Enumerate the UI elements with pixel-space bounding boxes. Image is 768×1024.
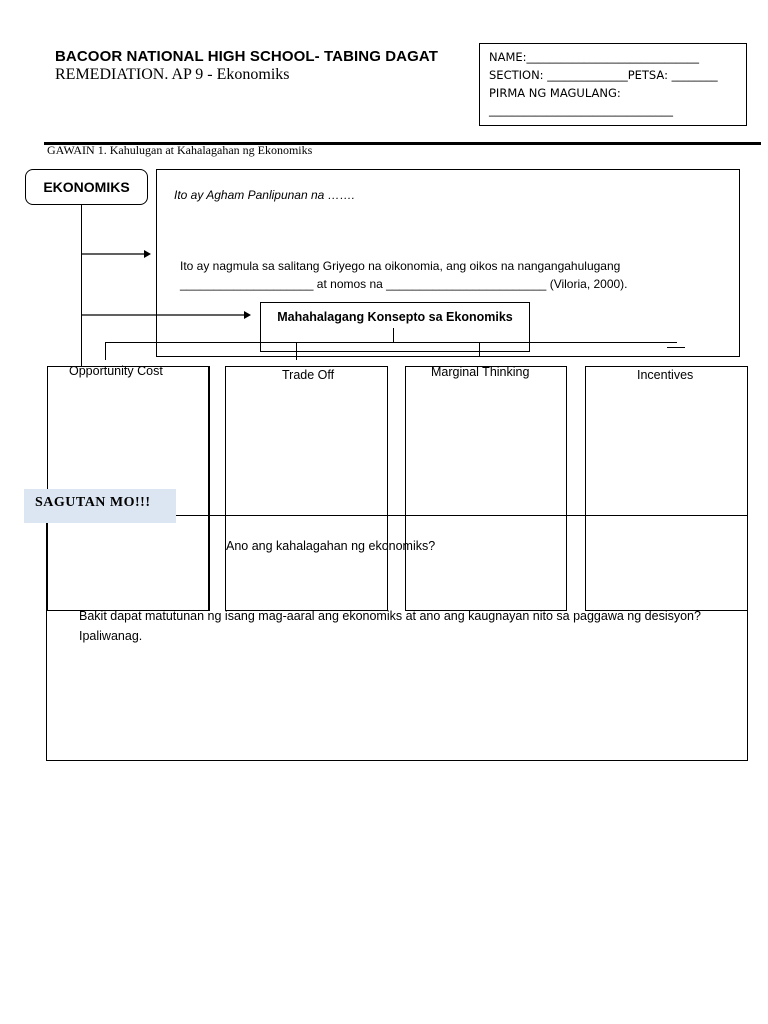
pirma-label: PIRMA NG MAGULANG: xyxy=(489,86,621,100)
concept-label-incentives: Incentives xyxy=(637,368,694,382)
question-2: Bakit dapat matutunan ng isang mag-aaral ang ekonomiks at ano ang kaugnayan nito sa paggawa ng desisyon? Ipaliwanag. xyxy=(79,609,701,643)
concepts-title: Mahahalagang Konsepto sa Ekonomiks xyxy=(260,302,530,352)
section-petsa-field[interactable]: SECTION: ______________PETSA: ________ xyxy=(489,68,718,82)
ekonomiks-root: EKONOMIKS xyxy=(25,169,148,205)
definition-1: Ito ay Agham Panlipunan na ……. xyxy=(174,188,355,202)
student-info-box xyxy=(479,43,747,126)
school-name: BACOOR NATIONAL HIGH SCHOOL- TABING DAGAT xyxy=(55,48,438,65)
question-1: Ano ang kahalagahan ng ekonomiks? xyxy=(226,539,436,553)
branch-tick xyxy=(667,347,685,348)
arrow-to-concepts xyxy=(80,307,252,323)
connector-vertical xyxy=(81,190,82,367)
branch-down-2 xyxy=(296,342,297,360)
branch-horizontal xyxy=(105,342,677,343)
concept-label-opportunity-cost: Opportunity Cost xyxy=(69,364,163,378)
branch-down-3 xyxy=(479,342,480,357)
pirma-field[interactable]: ________________________________ xyxy=(489,103,673,117)
name-field[interactable]: NAME:______________________________ xyxy=(489,50,700,64)
branch-stem xyxy=(393,328,394,342)
definition-2-line2: ____________________ at nomos na ________________________ (Viloria, 2000). xyxy=(180,277,628,291)
activity-title: GAWAIN 1. Kahulugan at Kahalagahan ng Ekonomiks xyxy=(47,143,313,157)
concept-label-marginal-thinking: Marginal Thinking xyxy=(431,365,530,379)
concept-label-trade-off: Trade Off xyxy=(282,368,335,382)
definition-2-line1: Ito ay nagmula sa salitang Griyego na oikonomia, ang oikos na nangangahulugang xyxy=(180,259,621,273)
arrow-to-definition xyxy=(80,246,152,262)
sagutan-banner: SAGUTAN MO!!! xyxy=(24,489,176,523)
subject-title: REMEDIATION. AP 9 - Ekonomiks xyxy=(55,66,290,83)
branch-down-1 xyxy=(105,342,106,360)
